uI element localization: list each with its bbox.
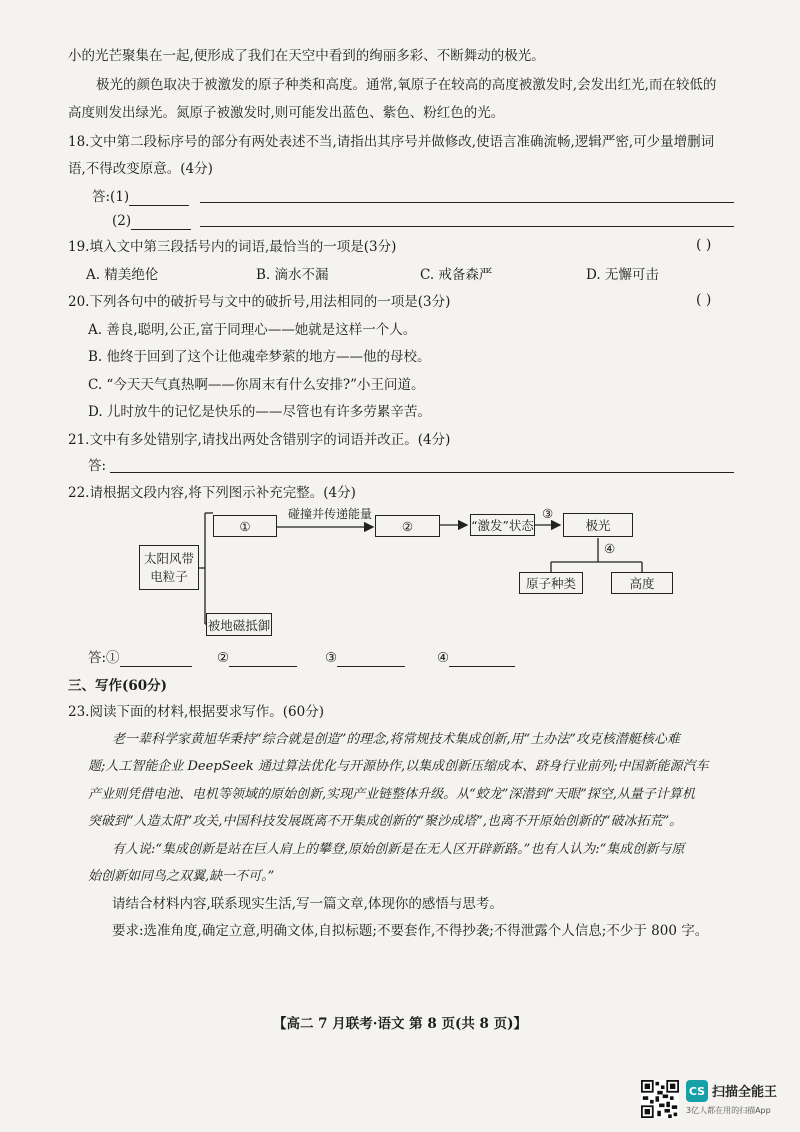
q23-requirement: 要求:选准角度,确定立意,明确文体,自拟标题;不要套作,不得抄袭;不得泄露个人信息;不少于 800 字。 xyxy=(112,923,709,939)
q22-answer-4-row xyxy=(437,649,515,667)
q22-node-solar-wind-line-1: 太阳风带 xyxy=(143,550,194,566)
q22-node-excited-state: “激发”状态 xyxy=(470,514,535,536)
q22-answer-4-blank[interactable] xyxy=(449,652,515,667)
q22-node-atom-type: 原子种类 xyxy=(519,572,583,594)
passage-line-1: 小的光芒聚集在一起,便形成了我们在天空中看到的绚丽多彩、不断舞动的极光。 xyxy=(68,48,545,64)
passage-line-3: 高度则发出绿光。氮原子被激发时,则可能发出蓝色、紫色、粉红色的光。 xyxy=(68,105,505,121)
q23-instruction: 请结合材料内容,联系现实生活,写一篇文章,体现你的感悟与思考。 xyxy=(112,896,503,912)
q22-node-solar-wind-line-2: 电粒子 xyxy=(150,568,188,584)
q22-stem: 22.请根据文段内容,将下列图示补充完整。(4分) xyxy=(68,485,356,501)
q19-stem: 19.填入文中第三段括号内的词语,最恰当的一项是(3分) xyxy=(68,239,397,255)
q22-node-solar-wind xyxy=(139,545,199,590)
q22-edge-blank-4[interactable]: ④ xyxy=(604,541,616,556)
page-footer: 【高二 7 月联考·语文 第 8 页(共 8 页)】 xyxy=(272,1016,528,1032)
camscanner-logo: CS xyxy=(686,1080,708,1102)
qr-code-icon xyxy=(641,1080,679,1118)
q19-option-c[interactable]: C. 戒备森严 xyxy=(420,267,493,283)
scanner-tagline: 3亿人都在用的扫描App xyxy=(686,1106,771,1115)
q22-node-blank-2[interactable]: ② xyxy=(375,515,440,537)
q22-answer-1-blank[interactable] xyxy=(120,652,192,667)
q20-stem: 20.下列各句中的破折号与文中的破折号,用法相同的一项是(3分) xyxy=(68,294,451,310)
scanner-brand-name: 扫描全能王 xyxy=(712,1085,778,1100)
q22-node-height: 高度 xyxy=(611,572,673,594)
q22-answer-3-label: ③ xyxy=(325,650,338,666)
q22-answer-2-blank[interactable] xyxy=(229,652,297,667)
q23-stem: 23.阅读下面的材料,根据要求写作。(60分) xyxy=(68,704,324,720)
q20-answer-paren[interactable]: ( ) xyxy=(696,292,712,308)
q22-edge-blank-3[interactable]: ③ xyxy=(542,506,554,521)
q19-option-d[interactable]: D. 无懈可击 xyxy=(586,267,659,283)
q23-material-line-1: 老一辈科学家黄旭华秉持“综合就是创造”的理念,将常规技术集成创新,用“土办法”攻克核潜艇核心难 xyxy=(112,732,680,747)
q23-material-line-6: 始创新如同鸟之双翼,缺一不可。” xyxy=(88,869,275,884)
q22-answer-2-label: ② xyxy=(217,650,230,666)
q22-node-blank-1[interactable]: ① xyxy=(213,515,277,537)
q18-answer-1-label: 答:(1) xyxy=(92,189,130,205)
q22-answer-1-label: 答:① xyxy=(88,650,120,666)
q22-answer-row xyxy=(88,649,192,667)
q22-node-geomagnetic-shield: 被地磁抵御 xyxy=(206,613,272,636)
q19-option-b[interactable]: B. 滴水不漏 xyxy=(256,267,329,283)
q18-stem-line-2: 语,不得改变原意。(4分) xyxy=(68,161,213,177)
q21-answer-label: 答: xyxy=(88,458,107,474)
q19-option-a[interactable]: A. 精美绝伦 xyxy=(86,267,159,283)
q21-stem: 21.文中有多处错别字,请找出两处含错别字的词语并改正。(4分) xyxy=(68,432,451,448)
q22-answer-3-blank[interactable] xyxy=(337,652,405,667)
q23-material-line-3: 产业则凭借电池、电机等领域的原始创新,实现产业链整体升级。从“蛟龙”深潜到“天眼”探空,从量子计算机 xyxy=(88,787,695,802)
q18-answer-2-label: (2) xyxy=(112,213,132,229)
q20-option-d[interactable]: D. 儿时放牛的记忆是快乐的——尽管也有许多劳累辛苦。 xyxy=(88,404,431,420)
q22-node-aurora: 极光 xyxy=(563,513,633,537)
q22-edge-label: 碰撞并传递能量 xyxy=(288,507,373,521)
q20-option-c[interactable]: C. “今天天气真热啊——你周末有什么安排?”小王问道。 xyxy=(88,377,425,393)
q22-answer-3-row xyxy=(325,649,405,667)
q19-answer-paren[interactable]: ( ) xyxy=(696,237,712,253)
q23-material-line-5: 有人说:“集成创新是站在巨人肩上的攀登,原始创新是在无人区开辟新路。”也有人认为:“集成创新与原 xyxy=(112,842,685,857)
q22-answer-2-row xyxy=(217,649,297,667)
q20-option-b[interactable]: B. 他终于回到了这个让他魂牵梦萦的地方——他的母校。 xyxy=(88,349,431,365)
section-3-heading: 三、写作(60分) xyxy=(68,678,168,694)
q23-material-line-2: 题;人工智能企业 DeepSeek 通过算法优化与开源协作,以集成创新压缩成本、跻身行业前列;中国新能源汽车 xyxy=(88,759,709,774)
passage-line-2: 极光的颜色取决于被激发的原子种类和高度。通常,氧原子在较高的高度被激发时,会发出红光,而在较低的 xyxy=(96,77,717,93)
q18-stem-line-1: 18.文中第二段标序号的部分有两处表述不当,请指出其序号并做修改,使语言准确流畅,逻辑严密,可少量增删词 xyxy=(68,134,715,150)
q22-answer-4-label: ④ xyxy=(437,650,450,666)
q20-option-a[interactable]: A. 善良,聪明,公正,富于同理心——她就是这样一个人。 xyxy=(88,322,417,338)
q23-material-line-4: 突破到“人造太阳”攻关,中国科技发展既离不开集成创新的“聚沙成塔”,也离不开原始创新的“破冰拓荒”。 xyxy=(88,814,683,829)
